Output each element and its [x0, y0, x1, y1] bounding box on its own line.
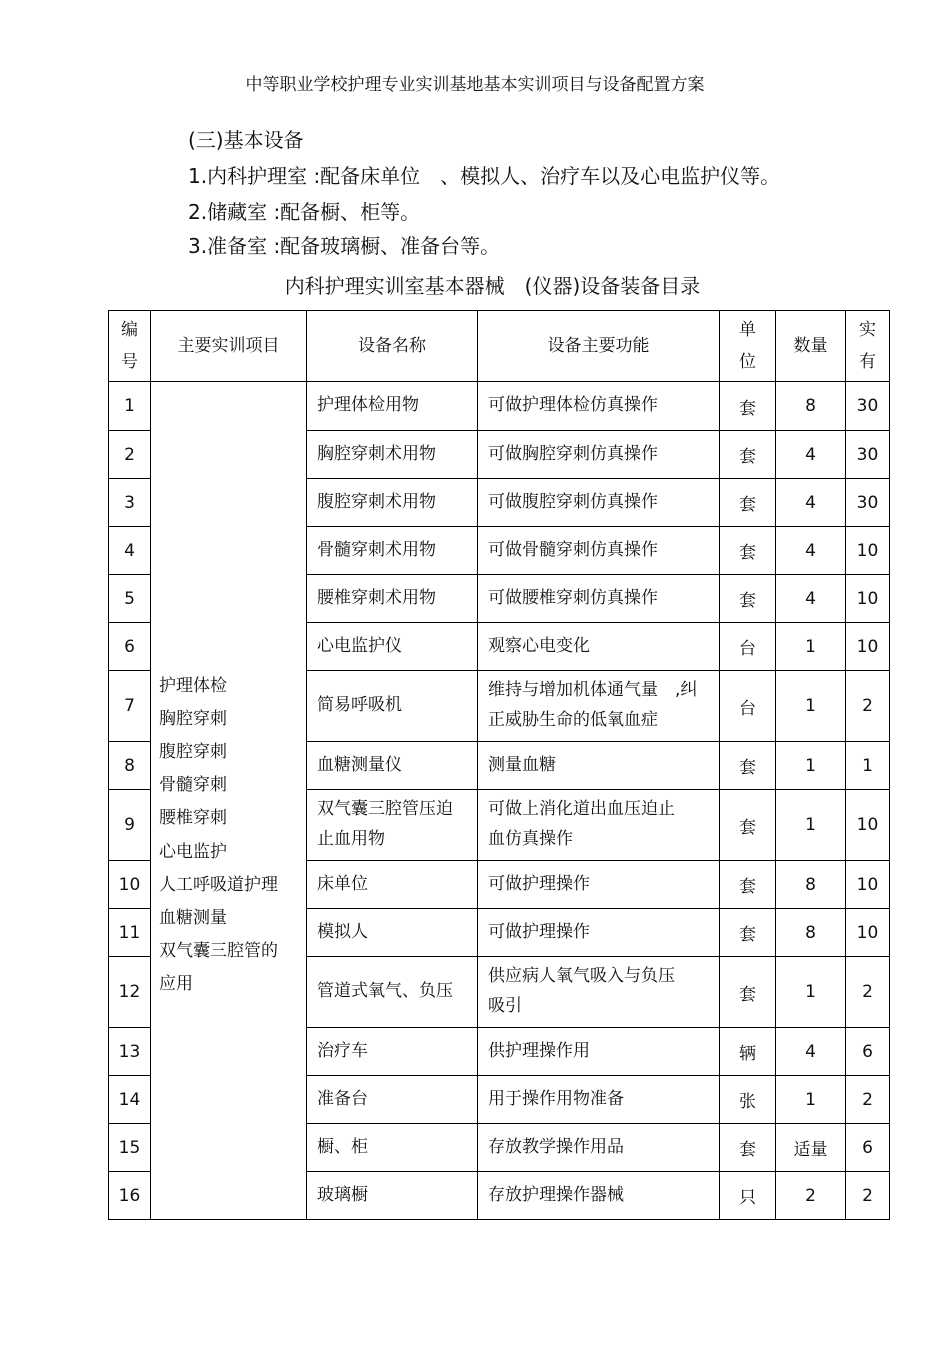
cell-no: 4 — [109, 527, 151, 575]
col-header-actual: 实 有 — [846, 311, 890, 382]
project-item: 血糖测量 — [159, 907, 227, 928]
cell-name — [307, 1028, 478, 1076]
cell-name-line: 心电监护仪 — [317, 635, 402, 656]
cell-func-line: 可做腹腔穿刺仿真操作 — [488, 491, 658, 512]
cell-name-line: 护理体检用物 — [317, 395, 419, 416]
cell-func — [478, 382, 720, 431]
cell-qty: 1 — [776, 671, 846, 742]
cell-name-line: 模拟人 — [317, 921, 368, 942]
col-header-no: 编 号 — [109, 311, 151, 382]
cell-no: 3 — [109, 479, 151, 527]
section-line-1: 1.内科护理室 :配备床单位 、模拟人、治疗车以及心电监护仪等。 — [188, 164, 781, 188]
cell-name — [307, 479, 478, 527]
cell-func-line: 吸引 — [488, 996, 522, 1016]
table-header-row — [109, 311, 890, 382]
cell-name-line: 血糖测量仪 — [317, 754, 402, 775]
cell-actual: 10 — [846, 790, 890, 861]
cell-unit: 张 — [720, 1076, 776, 1124]
cell-func — [478, 957, 720, 1028]
section-line-2: 2.储藏室 :配备橱、柜等。 — [188, 200, 421, 224]
cell-no: 1 — [109, 382, 151, 431]
cell-qty: 4 — [776, 479, 846, 527]
table-title: 内科护理实训室基本器械 (仪器)设备装备目录 — [284, 274, 701, 298]
cell-unit: 套 — [720, 957, 776, 1028]
col-header-project: 主要实训项目 — [151, 311, 307, 382]
cell-func — [478, 623, 720, 671]
table-row — [109, 382, 890, 431]
cell-name-line: 双气囊三腔管压迫 — [317, 799, 453, 820]
cell-name-line: 简易呼吸机 — [317, 695, 402, 716]
cell-name — [307, 742, 478, 790]
cell-func-line: 观察心电变化 — [488, 635, 590, 656]
cell-name — [307, 382, 478, 431]
cell-func — [478, 527, 720, 575]
cell-no: 16 — [109, 1172, 151, 1220]
cell-func-line: 正威胁生命的低氧血症 — [488, 710, 658, 730]
cell-name-line: 橱、柜 — [317, 1136, 368, 1157]
cell-qty: 适量 — [776, 1124, 846, 1172]
cell-qty: 8 — [776, 909, 846, 957]
cell-func-line: 测量血糖 — [488, 754, 556, 775]
cell-func — [478, 479, 720, 527]
cell-unit: 套 — [720, 742, 776, 790]
cell-qty: 1 — [776, 957, 846, 1028]
page-header: 中等职业学校护理专业实训基地基本实训项目与设备配置方案 — [245, 75, 705, 95]
project-item: 双气囊三腔管的 — [159, 940, 278, 961]
cell-no: 10 — [109, 861, 151, 909]
cell-func — [478, 1124, 720, 1172]
cell-actual: 10 — [846, 575, 890, 623]
cell-unit: 套 — [720, 861, 776, 909]
cell-actual: 1 — [846, 742, 890, 790]
cell-name — [307, 527, 478, 575]
cell-name-line: 床单位 — [317, 873, 368, 894]
cell-no: 7 — [109, 671, 151, 742]
cell-actual: 30 — [846, 479, 890, 527]
cell-func-line: 供护理操作用 — [488, 1040, 590, 1061]
cell-unit: 套 — [720, 382, 776, 431]
cell-actual: 2 — [846, 1172, 890, 1220]
cell-actual: 10 — [846, 623, 890, 671]
cell-name — [307, 1124, 478, 1172]
cell-qty: 4 — [776, 527, 846, 575]
cell-func-line: 用于操作用物准备 — [488, 1088, 624, 1109]
cell-name-line: 玻璃橱 — [317, 1184, 368, 1205]
cell-func-line: 供应病人氧气吸入与负压 — [488, 966, 675, 987]
cell-actual: 10 — [846, 909, 890, 957]
cell-func-line: 可做骨髓穿刺仿真操作 — [488, 539, 658, 560]
cell-qty: 2 — [776, 1172, 846, 1220]
cell-qty: 1 — [776, 1076, 846, 1124]
equipment-table — [108, 310, 890, 1220]
cell-actual: 10 — [846, 861, 890, 909]
cell-actual: 30 — [846, 382, 890, 431]
cell-no: 2 — [109, 431, 151, 479]
project-item: 腹腔穿刺 — [159, 742, 227, 763]
cell-qty: 1 — [776, 790, 846, 861]
cell-name-line: 准备台 — [317, 1088, 368, 1109]
cell-func-line: 维持与增加机体通气量 ,纠 — [488, 680, 698, 701]
cell-name-line: 胸腔穿刺术用物 — [317, 443, 436, 464]
project-item: 腰椎穿刺 — [159, 808, 227, 829]
cell-no: 9 — [109, 790, 151, 861]
cell-actual: 30 — [846, 431, 890, 479]
col-header-qty: 数量 — [776, 311, 846, 382]
project-item: 胸腔穿刺 — [159, 708, 227, 729]
cell-func-line: 可做护理操作 — [488, 873, 590, 894]
cell-unit: 套 — [720, 909, 776, 957]
cell-func — [478, 742, 720, 790]
cell-unit: 套 — [720, 527, 776, 575]
cell-func — [478, 575, 720, 623]
cell-name — [307, 957, 478, 1028]
cell-func — [478, 671, 720, 742]
cell-actual: 2 — [846, 1076, 890, 1124]
cell-no: 11 — [109, 909, 151, 957]
col-header-func: 设备主要功能 — [478, 311, 720, 382]
cell-actual: 2 — [846, 671, 890, 742]
section-heading: (三)基本设备 — [188, 128, 304, 152]
cell-no: 8 — [109, 742, 151, 790]
cell-func — [478, 861, 720, 909]
cell-unit: 台 — [720, 623, 776, 671]
cell-func — [478, 1172, 720, 1220]
cell-no: 14 — [109, 1076, 151, 1124]
cell-unit: 套 — [720, 431, 776, 479]
cell-unit: 套 — [720, 479, 776, 527]
cell-no: 5 — [109, 575, 151, 623]
cell-name-line: 骨髓穿刺术用物 — [317, 539, 436, 560]
cell-qty: 4 — [776, 575, 846, 623]
cell-func — [478, 790, 720, 861]
cell-no: 15 — [109, 1124, 151, 1172]
cell-qty: 8 — [776, 861, 846, 909]
cell-name-line: 腰椎穿刺术用物 — [317, 587, 436, 608]
cell-func — [478, 431, 720, 479]
cell-name — [307, 623, 478, 671]
cell-actual: 2 — [846, 957, 890, 1028]
project-item: 护理体检 — [159, 675, 227, 696]
cell-name-line: 管道式氧气、负压 — [317, 981, 453, 1002]
project-item: 人工呼吸道护理 — [159, 874, 278, 895]
cell-name-line: 腹腔穿刺术用物 — [317, 491, 436, 512]
cell-unit: 台 — [720, 671, 776, 742]
cell-name — [307, 575, 478, 623]
cell-name — [307, 671, 478, 742]
cell-qty: 1 — [776, 623, 846, 671]
project-item: 应用 — [159, 974, 193, 995]
cell-func — [478, 1076, 720, 1124]
section-line-3: 3.准备室 :配备玻璃橱、准备台等。 — [188, 234, 501, 258]
cell-name-line: 止血用物 — [317, 829, 385, 849]
project-item: 骨髓穿刺 — [159, 775, 227, 796]
cell-func-line: 可做胸腔穿刺仿真操作 — [488, 443, 658, 464]
cell-actual: 10 — [846, 527, 890, 575]
cell-unit: 套 — [720, 575, 776, 623]
cell-no: 13 — [109, 1028, 151, 1076]
cell-func-line: 存放护理操作器械 — [488, 1184, 624, 1205]
cell-func-line: 可做上消化道出血压迫止 — [488, 799, 675, 820]
cell-unit: 套 — [720, 1124, 776, 1172]
cell-func — [478, 909, 720, 957]
cell-name — [307, 1172, 478, 1220]
cell-qty: 4 — [776, 1028, 846, 1076]
cell-unit: 只 — [720, 1172, 776, 1220]
cell-name — [307, 431, 478, 479]
cell-name — [307, 1076, 478, 1124]
cell-name — [307, 909, 478, 957]
cell-qty: 4 — [776, 431, 846, 479]
cell-func-line: 可做护理操作 — [488, 921, 590, 942]
col-header-unit: 单 位 — [720, 311, 776, 382]
cell-name — [307, 790, 478, 861]
cell-func-line: 存放教学操作用品 — [488, 1136, 624, 1157]
cell-actual: 6 — [846, 1028, 890, 1076]
cell-no: 6 — [109, 623, 151, 671]
cell-func-line: 可做护理体检仿真操作 — [488, 395, 658, 416]
cell-qty: 8 — [776, 382, 846, 431]
cell-func — [478, 1028, 720, 1076]
cell-unit: 套 — [720, 790, 776, 861]
cell-func-line: 可做腰椎穿刺仿真操作 — [488, 587, 658, 608]
cell-projects — [151, 382, 307, 1220]
cell-func-line: 血仿真操作 — [488, 829, 573, 849]
project-item: 心电监护 — [159, 841, 227, 862]
cell-no: 12 — [109, 957, 151, 1028]
cell-name-line: 治疗车 — [317, 1040, 368, 1061]
cell-unit: 辆 — [720, 1028, 776, 1076]
cell-actual: 6 — [846, 1124, 890, 1172]
cell-name — [307, 861, 478, 909]
cell-qty: 1 — [776, 742, 846, 790]
col-header-name: 设备名称 — [307, 311, 478, 382]
